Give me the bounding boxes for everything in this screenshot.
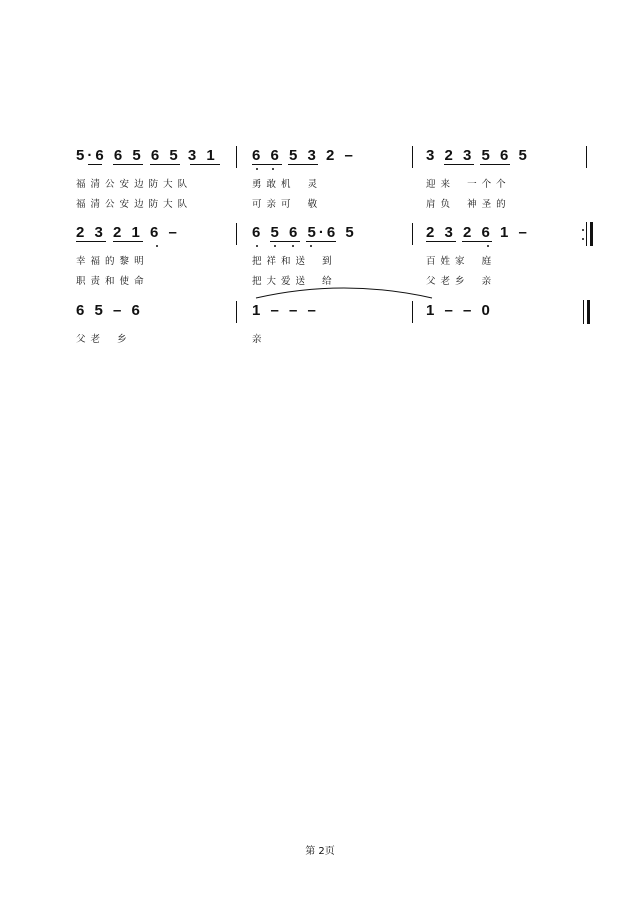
row3-measure2-notes: 1 – – – [252, 302, 319, 319]
lyric-line: 勇 敢 机 灵 [252, 179, 319, 190]
lyric-line: 福 清 公 安 边 防 大 队 [76, 199, 189, 210]
row3-measure1-notes: 6 5 – 6 [76, 302, 143, 319]
lyric-line: 幸 福 的 黎 明 [76, 256, 145, 267]
lyric-line: 亲 [252, 334, 263, 345]
lyric-line: 迎 来 一 个 个 [426, 179, 507, 190]
row2-measure3-notes: 2 3 2 6 1 – [426, 224, 530, 241]
lyric-line: 职 责 和 使 命 [76, 276, 145, 287]
row1-measure2-notes: 6 6 5 3 2 – [252, 147, 356, 164]
row1-measure3-notes: 3 2 3 5 6 5 [426, 147, 530, 164]
lyric-line: 福 清 公 安 边 防 大 队 [76, 179, 189, 190]
row3-measure3-notes: 1 – – 0 [426, 302, 493, 319]
lyric-line: 父 老 乡 亲 [426, 276, 493, 287]
page-number: 第 2页 [305, 846, 335, 857]
lyric-line: 把 祥 和 送 到 [252, 256, 333, 267]
row2-measure2-notes: 6 5 6 5·6 5 [252, 224, 357, 241]
lyric-line: 肩 负 神 圣 的 [426, 199, 507, 210]
row1-measure1-notes: 5·6 6 5 6 5 3 1 [76, 147, 218, 164]
lyric-line: 父 老 乡 [76, 334, 128, 345]
lyric-line: 把 大 爱 送 给 [252, 276, 333, 287]
lyric-line: 百 姓 家 庭 [426, 256, 493, 267]
lyric-line: 可 亲 可 敬 [252, 199, 319, 210]
row2-measure1-notes: 2 3 2 1 6 – [76, 224, 180, 241]
